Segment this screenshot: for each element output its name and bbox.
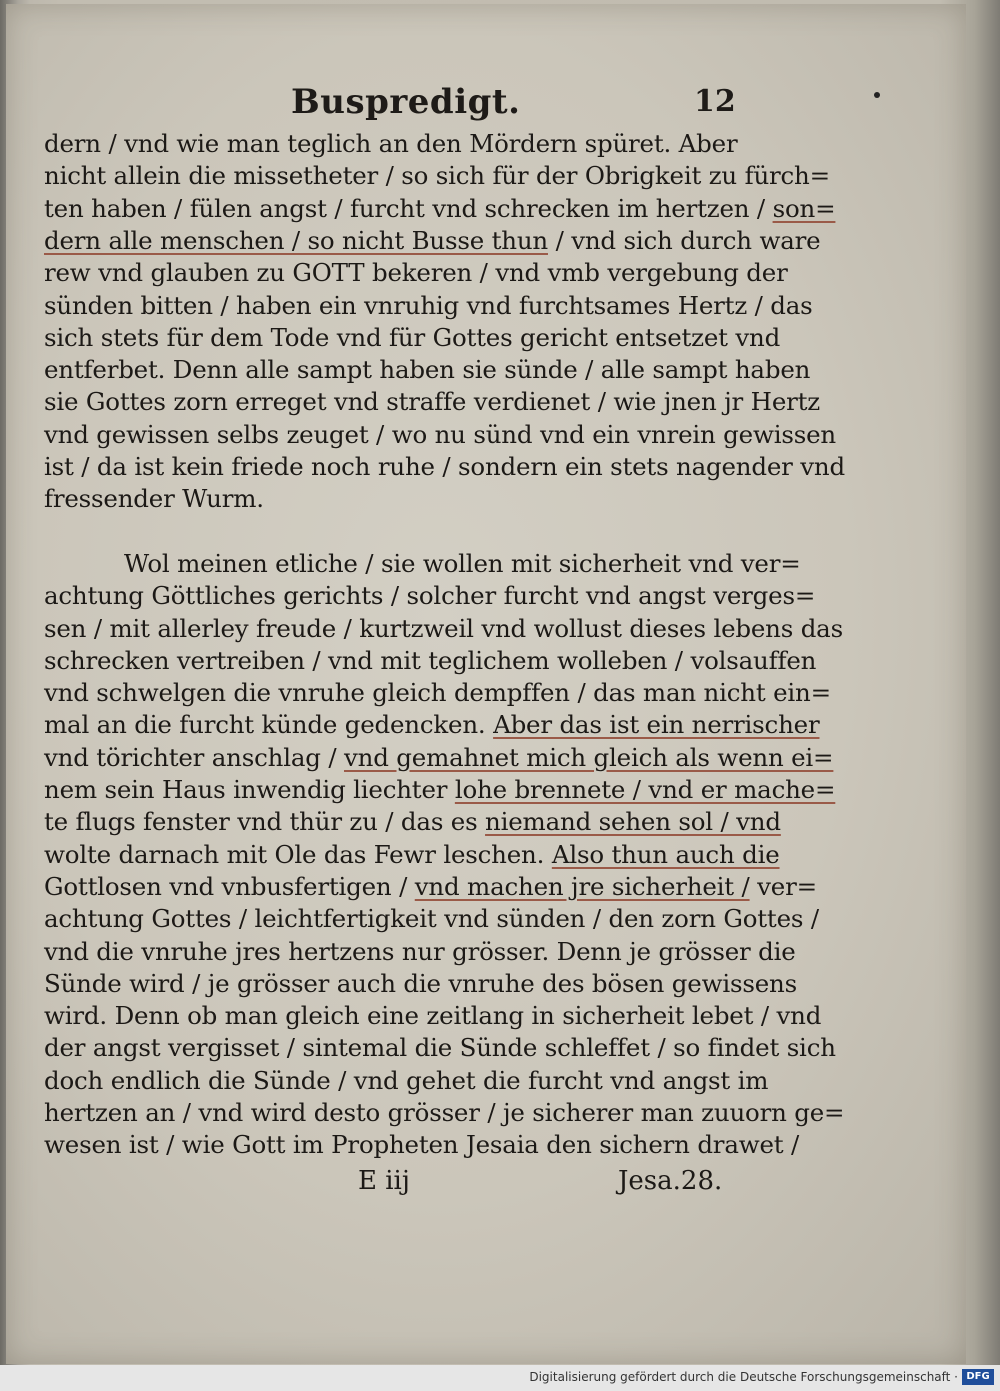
signature-mark: E iij — [358, 1166, 410, 1196]
underlined-passage: niemand sehen sol / vnd — [485, 807, 781, 837]
text-line: sich stets für dem Tode vnd für Gottes gericht entsetzet vnd — [44, 322, 781, 352]
text-line: achtung Göttliches gerichts / solcher furcht vnd angst verges= — [44, 581, 816, 611]
text-line: dern alle menschen / so nicht Busse thun / vnd sich durch ware — [44, 225, 821, 255]
text-line: wesen ist / wie Gott im Propheten Jesaia den sichern drawet / — [44, 1130, 800, 1160]
text-line: vnd gewissen selbs zeuget / wo nu sünd vnd ein vnrein gewissen — [44, 419, 836, 449]
text-line: nem sein Haus inwendig liechter lohe brennete / vnd er mache= — [44, 775, 836, 804]
text-line: mal an die furcht künde gedencken. Aber das ist ein nerrischer — [44, 710, 820, 740]
book-page — [6, 4, 966, 1364]
text-line: doch endlich die Sünde / vnd gehet die furcht vnd angst im — [44, 1065, 769, 1095]
text-line: vnd schwelgen die vnruhe gleich dempffen / das man nicht ein= — [44, 678, 831, 708]
text-line: ist / da ist kein friede noch ruhe / sondern ein stets nagender vnd — [44, 452, 845, 481]
catchword: Jesa.28. — [618, 1166, 723, 1196]
text-line: ten haben / fülen angst / furcht vnd schrecken im hertzen / son= — [44, 193, 836, 223]
page-number: 12 — [694, 84, 736, 119]
text-line: der angst vergisset / sintemal die Sünde schleffet / so findet sich — [44, 1033, 836, 1063]
text-line: sünden bitten / haben ein vnruhig vnd furchtsames Hertz / das — [44, 290, 813, 320]
running-head: Buspredigt. — [291, 82, 521, 122]
underlined-passage: Aber das ist ein nerrischer — [493, 710, 820, 740]
text-line: hertzen an / vnd wird desto grösser / je sicherer man zuuorn ge= — [44, 1098, 845, 1127]
text-line: wolte darnach mit Ole das Fewr leschen. Also thun auch die — [44, 839, 780, 869]
text-line: sen / mit allerley freude / kurtzweil vnd wollust dieses lebens das — [44, 613, 843, 643]
text-line: fressender Wurm. — [44, 484, 264, 514]
text-line: schrecken vertreiben / vnd mit teglichem wolleben / volsauffen — [44, 645, 817, 675]
text-line: entferbet. Denn alle sampt haben sie sünde / alle sampt haben — [44, 355, 811, 385]
text-line: wird. Denn ob man gleich eine zeitlang in sicherheit lebet / vnd — [44, 1001, 822, 1031]
text-line: achtung Gottes / leichtfertigkeit vnd sünden / den zorn Gottes / — [44, 904, 819, 934]
text-line: Wol meinen etliche / sie wollen mit sicherheit vnd ver= — [124, 548, 801, 578]
underlined-passage: son= — [772, 193, 836, 223]
funding-credit: Digitalisierung gefördert durch die Deutsche Forschungsgemeinschaft · — [529, 1370, 958, 1384]
text-line: dern / vnd wie man teglich an den Mördern spüret. Aber — [44, 129, 738, 158]
underlined-passage: vnd gemahnet mich gleich als wenn ei= — [344, 742, 834, 772]
show-through-text — [336, 509, 736, 549]
text-line: vnd die vnruhe jres hertzens nur grösser. Denn je grösser die — [44, 936, 796, 966]
underlined-passage: vnd machen jre sicherheit / — [414, 871, 750, 901]
digitization-footer — [0, 1365, 1000, 1391]
text-line: Gottlosen vnd vnbusfertigen / vnd machen jre sicherheit / ver= — [44, 871, 817, 901]
text-line: vnd törichter anschlag / vnd gemahnet mich gleich als wenn ei= — [44, 742, 834, 772]
ink-spot — [874, 92, 880, 98]
underlined-passage: lohe brennete / vnd er mache= — [454, 775, 836, 804]
underlined-passage: dern alle menschen / so nicht Busse thun — [44, 225, 548, 255]
text-line: rew vnd glauben zu GOTT bekeren / vnd vmb vergebung der — [44, 258, 788, 288]
dfg-logo: DFG — [962, 1369, 994, 1385]
text-line: nicht allein die missetheter / so sich für der Obrigkeit zu fürch= — [44, 161, 830, 191]
text-line: te flugs fenster vnd thür zu / das es niemand sehen sol / vnd — [44, 807, 781, 837]
text-line: Sünde wird / je grösser auch die vnruhe des bösen gewissens — [44, 968, 797, 998]
text-line: sie Gottes zorn erreget vnd straffe verdienet / wie jnen jr Hertz — [44, 387, 820, 417]
underlined-passage: Also thun auch die — [551, 839, 780, 869]
